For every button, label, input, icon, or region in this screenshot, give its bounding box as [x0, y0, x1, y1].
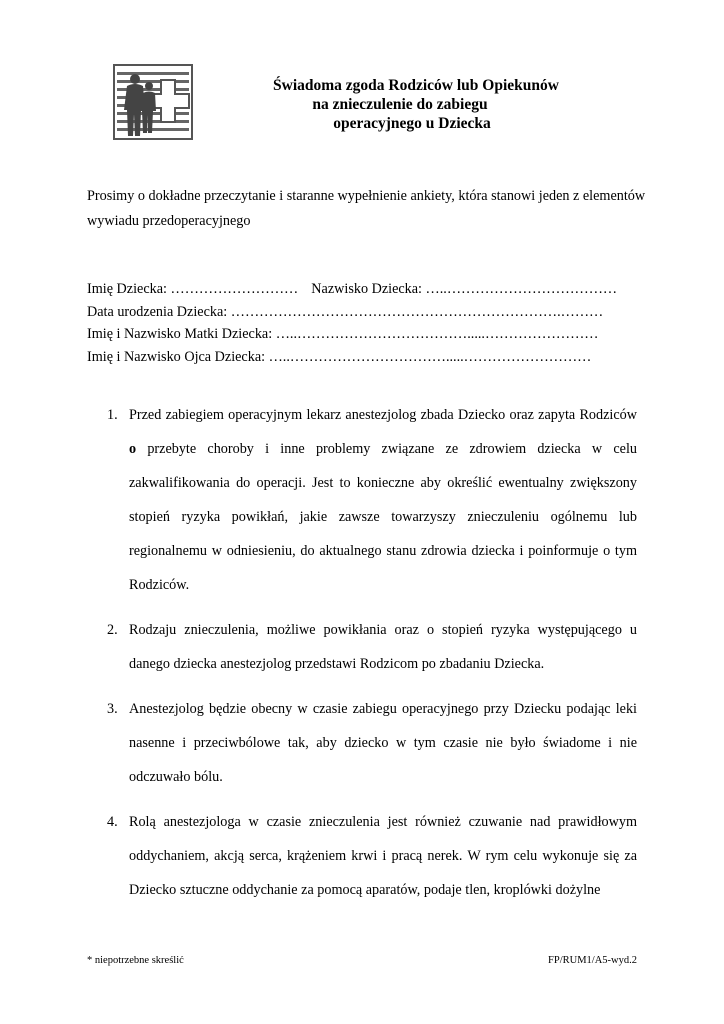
item-number: 2. [107, 622, 118, 638]
document-code: FP/RUM1/A5-wyd.2 [548, 955, 637, 966]
item-text: Rodzaju znieczulenia, możliwe powikłania oraz o stopień ryzyka występującego u danego dziecka anestezjolog przedstawi Rodzicom po zbadaniu Dziecka. [129, 622, 637, 672]
footer-note: * niepotrzebne skreślić [87, 955, 184, 966]
list-item [87, 692, 637, 794]
item-number: 4. [107, 814, 118, 830]
item-text: przebyte choroby i inne problemy związane ze zdrowiem dziecka w celu zakwalifikowania do operacji. Jest to konieczne aby określić ewentualny zwiększony stopień ryzyka powikłań, jakie zawsze towarzyszy znieczuleniu ogólnemu lub regionalnemu w odniesieniu, do aktualnego stanu zdrowia dziecka i poinformuje o tym Rodziców. [129, 441, 637, 593]
list-item [87, 613, 637, 681]
mother-name-field[interactable]: Imię i Nazwisko Matki Dziecka: …..……………………………….....…………………… [87, 326, 599, 343]
title-line: operacyjnego u Dziecka [333, 115, 491, 132]
child-last-name-field[interactable]: Nazwisko Dziecka: …..……………………………… [311, 281, 618, 297]
title-line: na znieczulenie do zabiegu [312, 96, 488, 113]
hospital-logo [113, 64, 193, 140]
birth-date-field[interactable]: Data urodzenia Dziecka: …………………………………………………………….……… [87, 303, 604, 320]
document-title [200, 76, 600, 133]
form-fields [87, 278, 657, 369]
child-name-row [87, 278, 657, 301]
item-text-bold: o [129, 441, 137, 457]
list-item [87, 398, 637, 602]
father-name-field[interactable]: Imię i Nazwisko Ojca Dziecka: …..…………………………….....……………………… [87, 349, 592, 366]
item-number: 1. [107, 407, 118, 423]
intro-paragraph: Prosimy o dokładne przeczytanie i staranne wypełnienie ankiety, która stanowi jeden z elementów wywiadu przedoperacyjnego [87, 188, 646, 229]
page-footer [87, 955, 637, 966]
information-list [87, 398, 637, 918]
item-text: Anestezjolog będzie obecny w czasie zabiegu operacyjnego przy Dziecku podając leki nasenne i przeciwbólowe tak, aby dziecko w tym czasie nie było świadome i nie odczuwało bólu. [129, 701, 637, 785]
title-line: Świadoma zgoda Rodziców lub Opiekunów [273, 77, 559, 94]
item-number: 3. [107, 701, 118, 717]
item-text: Rolą anestezjologa w czasie znieczulenia jest również czuwanie nad prawidłowym oddychaniem, akcją serca, krążeniem krwi i pracą nerek. W rym celu wykonuje się za Dziecko sztuczne oddychanie za pomocą aparatów, podaje tlen, kroplówki dożylne [129, 814, 637, 898]
list-item [87, 805, 637, 907]
child-first-name-field[interactable]: Imię Dziecka: ……………………… [87, 281, 299, 297]
item-text: Przed zabiegiem operacyjnym lekarz anestezjolog zbada Dziecko oraz zapyta Rodziców [129, 407, 637, 423]
